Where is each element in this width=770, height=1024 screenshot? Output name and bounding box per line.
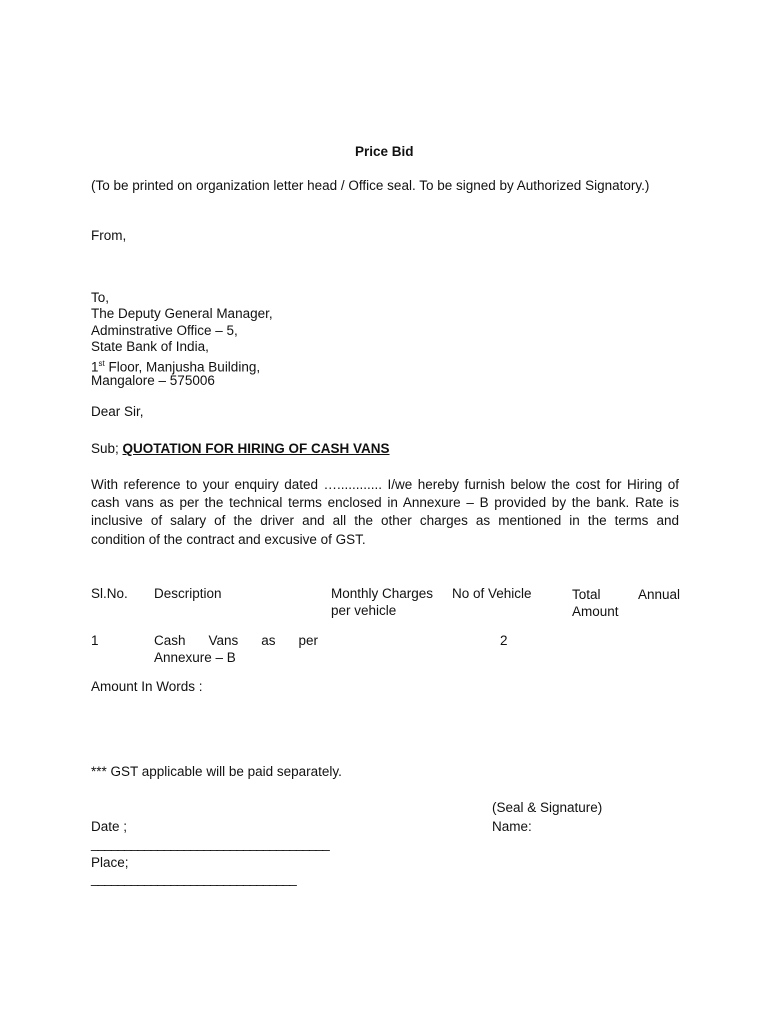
subject-text: QUOTATION FOR HIRING OF CASH VANS (122, 441, 390, 456)
header-description: Description (154, 586, 222, 601)
place-label: Place; (91, 855, 129, 870)
floor-ordinal-suffix: st (98, 359, 105, 368)
address-line-city: Mangalore – 575006 (91, 373, 215, 388)
subject-prefix: Sub; (91, 441, 123, 456)
header-slno: Sl.No. (91, 586, 128, 601)
desc-word: Vans (208, 633, 239, 648)
header-amount-word: Amount (572, 604, 619, 619)
row-slno: 1 (91, 633, 99, 648)
header-monthly-line1: Monthly Charges (331, 586, 434, 601)
name-label: Name: (492, 819, 532, 834)
building-name: Floor, Manjusha Building, (104, 359, 261, 375)
body-paragraph (91, 476, 679, 549)
address-line-designation: The Deputy General Manager, (91, 306, 273, 321)
row-no-of-vehicle: 2 (500, 633, 508, 648)
header-total-word: Total (572, 587, 601, 602)
desc-line2: Annexure – B (154, 650, 236, 665)
document-title: Price Bid (355, 144, 414, 159)
row-description (154, 632, 318, 666)
header-no-of-vehicle: No of Vehicle (452, 586, 532, 601)
desc-word: per (298, 633, 318, 648)
header-monthly-charges (331, 585, 433, 619)
gst-note: *** GST applicable will be paid separately. (91, 764, 342, 779)
date-label: Date ; (91, 819, 128, 834)
from-label: From, (91, 228, 127, 243)
header-annual-word: Annual (637, 587, 680, 602)
salutation: Dear Sir, (91, 404, 144, 419)
body-line: inclusive of salary of the driver and all the other charges as mentioned in the terms and (91, 513, 679, 529)
place-signature-line: _______________________________ (91, 871, 296, 886)
subject-line (91, 441, 390, 458)
header-total-annual-amount (572, 586, 680, 620)
body-line: With reference to your enquiry dated …............ I/we hereby furnish below the cost for Hiring of (91, 477, 679, 492)
desc-word: Cash (154, 633, 186, 648)
header-monthly-line2: per vehicle (331, 603, 397, 618)
body-line: condition of the contract and excusive of GST. (91, 531, 366, 547)
floor-number: 1 (91, 359, 99, 375)
amount-in-words-label: Amount In Words : (91, 679, 203, 694)
to-label: To, (91, 290, 110, 305)
address-line-bank: State Bank of India, (91, 339, 209, 354)
address-line-office: Adminstrative Office – 5, (91, 323, 238, 338)
seal-signature-label: (Seal & Signature) (492, 800, 603, 815)
date-signature-line: ____________________________________ (91, 836, 329, 851)
body-line: cash vans as per the technical terms enclosed in Annexure – B provided by the bank. Rate is (91, 495, 679, 511)
instruction-text: (To be printed on organization letter head / Office seal. To be signed by Authorized Signatory.) (91, 178, 650, 193)
desc-word: as (261, 633, 276, 648)
